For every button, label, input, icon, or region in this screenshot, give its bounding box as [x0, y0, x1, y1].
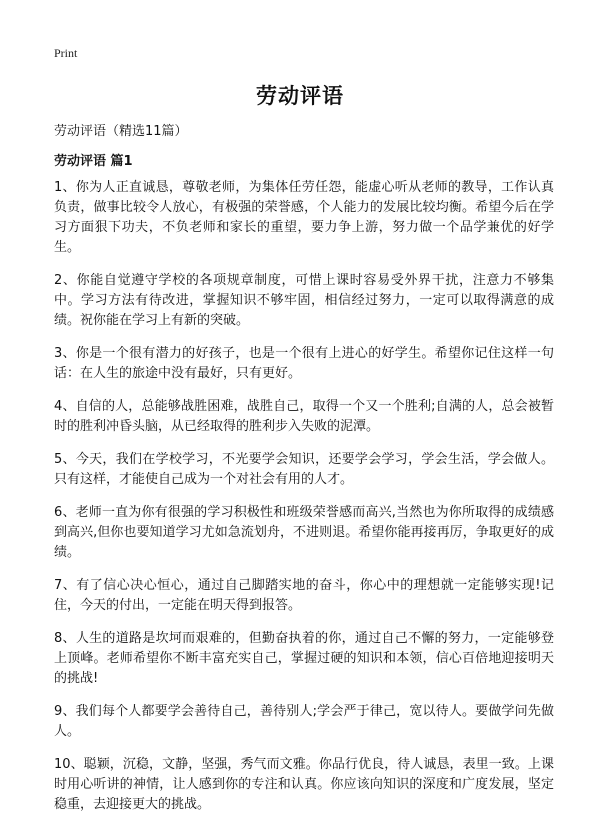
page-title: 劳动评语 [256, 84, 344, 108]
comment-item: 3、你是一个很有潜力的好孩子，也是一个很有上进心的好学生。希望你记住这样一句话：在人生的旅途中没有最好，只有更好。 [54, 346, 554, 381]
comment-item: 4、自信的人，总能够战胜困难，战胜自己，取得一个又一个胜利;自满的人，总会被暂时的胜利冲昏头脑，从已经取得的胜利步入失败的泥潭。 [54, 399, 554, 434]
comment-item: 8、人生的道路是坎坷而艰难的，但勤奋执着的你，通过自己不懈的努力，一定能够登上顶峰。老师希望你不断丰富充实自己，掌握过硬的知识和本领，信心百倍地迎接明天的挑战! [54, 631, 554, 686]
comment-item: 10、聪颖，沉稳，文静，坚强，秀气而文雅。你品行优良，待人诚恳，表里一致。上课时用心听讲的神情，让人感到你的专注和认真。你应该向知识的深度和广度发展，坚定稳重，去迎接更大的挑战。 [54, 757, 554, 812]
comment-item: 9、我们每个人都要学会善待自己，善待别人;学会严于律己，宽以待人。要做学问先做人。 [54, 704, 554, 739]
comment-item: 5、今天，我们在学校学习，不光要学会知识，还要学会学习，学会生活，学会做人。只有这样，才能使自己成为一个对社会有用的人才。 [54, 452, 554, 487]
comment-item: 7、有了信心决心恒心，通过自己脚踏实地的奋斗，你心中的理想就一定能够实现!记住，今天的付出，一定能在明天得到报答。 [54, 578, 554, 613]
comment-item: 1、你为人正直诚恳，尊敬老师，为集体任劳任怨，能虚心听从老师的教导，工作认真负责，做事比较令人放心，有极强的荣誉感，个人能力的发展比较均衡。希望今后在学习方面狠下功夫，不负老师和家长的重望，要力争上游，努力做一个品学兼优的好学生。 [54, 180, 554, 255]
comment-list [54, 178, 554, 828]
comment-item: 6、老师一直为你有很强的学习积极性和班级荣誉感而高兴,当然也为你所取得的成绩感到高兴,但你也要知道学习尤如急流划舟，不进则退。希望你能再接再厉，争取更好的成绩。 [54, 505, 554, 560]
comment-item: 2、你能自觉遵守学校的各项规章制度，可惜上课时容易受外界干扰，注意力不够集中。学习方法有待改进，掌握知识不够牢固，相信经过努力，一定可以取得满意的成绩。祝你能在学习上有新的突破。 [54, 273, 554, 328]
section-heading: 劳动评语 篇1 [54, 154, 133, 169]
print-link[interactable]: Print [54, 46, 78, 60]
document-subtitle: 劳动评语（精选11篇） [54, 124, 188, 139]
